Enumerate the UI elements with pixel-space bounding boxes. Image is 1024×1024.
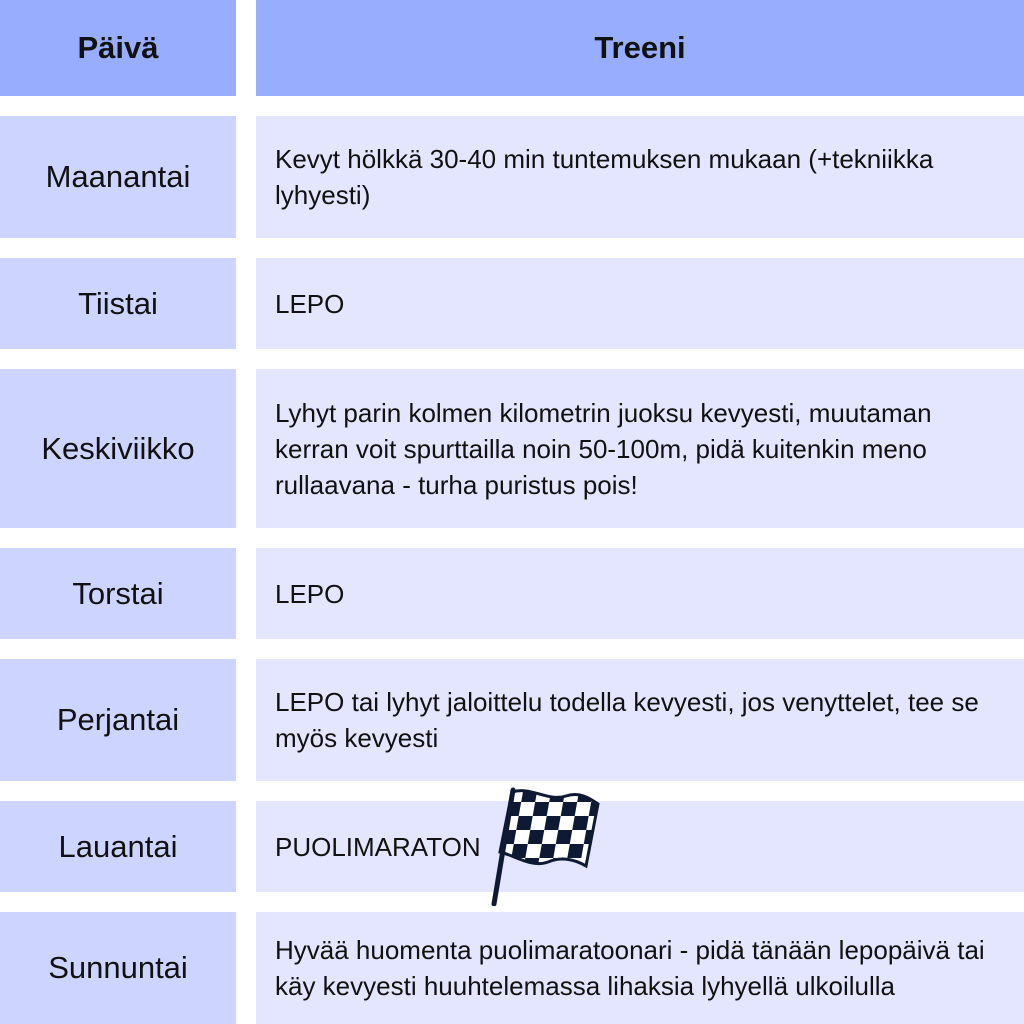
row-day-cell: Lauantai: [0, 801, 236, 892]
row-day-cell: Sunnuntai: [0, 912, 236, 1024]
row-training-cell: Lyhyt parin kolmen kilometrin juoksu kevyesti, muutaman kerran voit spurttailla noin 50-100m, pidä kuitenkin meno rullaavana - turha puristus pois!: [256, 369, 1024, 528]
header-day: Päivä: [0, 0, 236, 96]
row-day-cell: Tiistai: [0, 258, 236, 349]
row-day-cell: Maanantai: [0, 116, 236, 238]
checkered-flag-icon: [486, 786, 602, 906]
header-training: Treeni: [256, 0, 1024, 96]
row-training-cell: LEPO tai lyhyt jaloittelu todella kevyesti, jos venyttelet, tee se myös kevyesti: [256, 659, 1024, 781]
row-training-cell: LEPO: [256, 258, 1024, 349]
row-training-cell: PUOLIMARATON: [256, 801, 1024, 892]
row-training-cell: Kevyt hölkkä 30-40 min tuntemuksen mukaan (+tekniikka lyhyesti): [256, 116, 1024, 238]
row-day-cell: Keskiviikko: [0, 369, 236, 528]
row-training-cell: LEPO: [256, 548, 1024, 639]
row-day-cell: Perjantai: [0, 659, 236, 781]
row-day-cell: Torstai: [0, 548, 236, 639]
row-training-cell: Hyvää huomenta puolimaratoonari - pidä tänään lepopäivä tai käy kevyesti huuhtelemassa lihaksia lyhyellä ulkoilulla: [256, 912, 1024, 1024]
